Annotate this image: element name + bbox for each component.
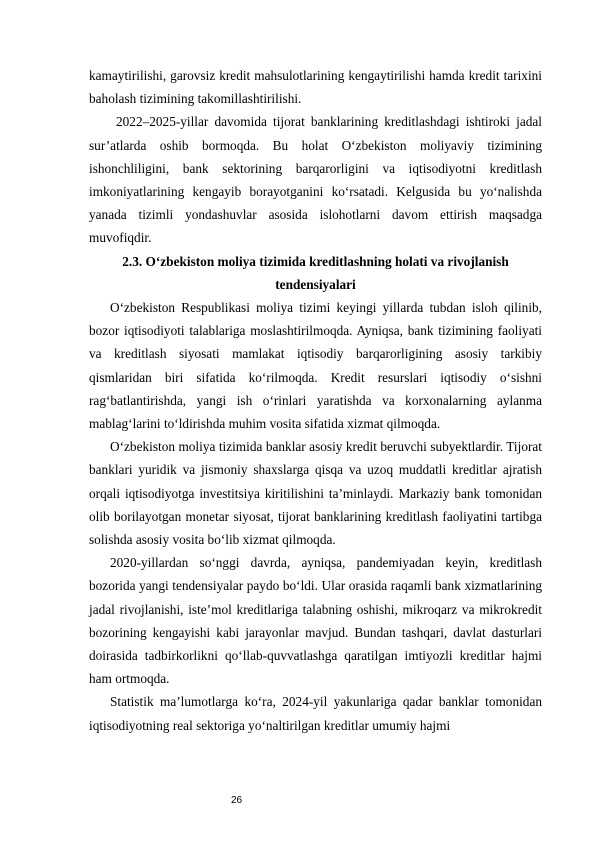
paragraph-statistics: Statistik ma’lumotlarga ko‘ra, 2024-yil yakunlariga qadar banklar tomonidan iqtisodiyotning real sektoriga yo‘naltirilgan kreditlar umumiy hajmi: [89, 694, 542, 733]
section-heading: 2.3. O‘zbekiston moliya tizimida kreditlashning holati va rivojlanish tendensiyalari: [122, 253, 509, 292]
paragraph-banks: O‘zbekiston moliya tizimida banklar asosiy kredit beruvchi subyektlardir. Tijorat banklari yuridik va jismoniy shaxslarga qisqa va uzoq muddatli kreditlar ajratish orqali iqtisodiyotga investitsiya kiritilishini ta’minlaydi. Markaziy bank tomonidan olib borilayotgan monetar siyosat, tijorat banklarining kreditlash faoliyatini tartibga solishda asosiy vosita bo‘lib xizmat qilmoqda.: [89, 439, 542, 548]
paragraph-summary: 2022–2025-yillar davomida tijorat banklarining kreditlashdagi ishtiroki jadal sur’atlarda oshib bormoqda. Bu holat O‘zbekiston moliyaviy tizimining ishonchliligini, bank sektorining barqarorligini va iqtisodiyotni kreditlash imkoniyatlarining kengayib borayotganini ko‘rsatadi. Kelgusida bu yo‘nalishda yanada tizimli yondashuvlar asosida islohotlarni davom ettirish maqsadga muvofiqdir.: [89, 114, 542, 246]
paragraph-trends: 2020-yillardan so‘nggi davrda, ayniqsa, pandemiyadan keyin, kreditlash bozorida yangi tendensiyalar paydo bo‘ldi. Ular orasida raqamli bank xizmatlarining jadal rivojlanishi, iste’mol kreditlariga talabning oshishi, mikroqarz va mikrokredit bozorining kengayishi kabi jarayonlar mavjud. Bundan tashqari, davlat dasturlari doirasida tadbirkorlikni qo‘llab-quvvatlashga qaratilgan imtiyozli kreditlar hajmi ham ortmoqda.: [89, 555, 542, 687]
paragraph-continuation: kamaytirilishi, garovsiz kredit mahsulotlarining kengaytirilishi hamda kredit tarixini baholash tizimining takomillashtirilishi.: [89, 68, 542, 107]
page-number: 26: [231, 795, 243, 806]
document-page: [89, 64, 542, 737]
paragraph-intro: O‘zbekiston Respublikasi moliya tizimi keyingi yillarda tubdan isloh qilinib, bozor iqtisodiyoti talablariga moslashtirilmoqda. Ayniqsa, bank tizimining faoliyati va kreditlash siyosati mamlakat iqtisodiy barqarorligining asosiy tarkibiy qismlaridan biri sifatida ko‘rilmoqda. Kredit resurslari iqtisodiy o‘sishni rag‘batlantirishda, yangi ish o‘rinlari yaratishda va korxonalarning aylanma mablag‘larini to‘ldirishda muhim vosita sifatida xizmat qilmoqda.: [89, 300, 542, 432]
